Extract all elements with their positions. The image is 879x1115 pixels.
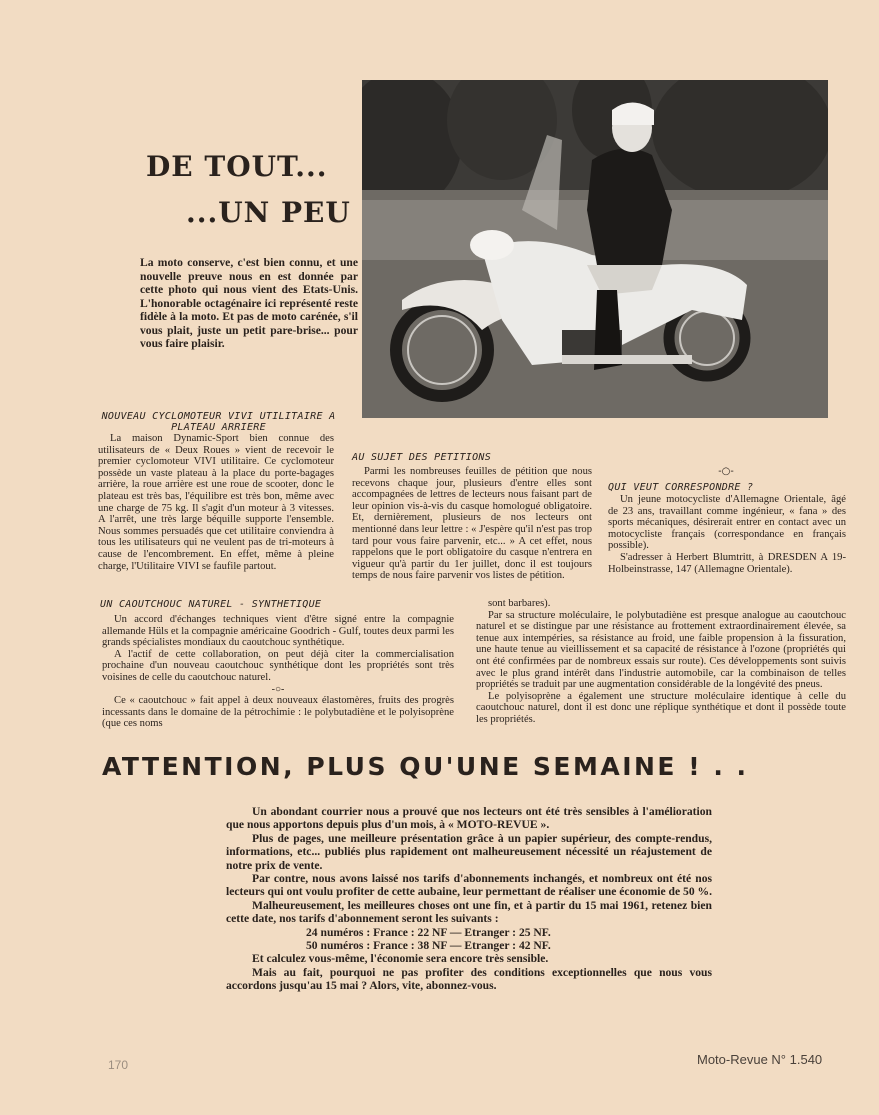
intro-caption: La moto conserve, c'est bien connu, et une nouvelle preuve nous en est donnée par cette photo qui nous vient des Etats-Unis. L'honorable octagénaire ici représenté reste fidèle à la moto. Et pas de moto carénée, s'il vous plait, juste un petit pare-brise... pour vous faire plaisir.: [140, 256, 358, 350]
separator-ornament: -○-: [271, 683, 285, 695]
page-number: 170: [108, 1058, 129, 1072]
motorcycle-photo-illustration: [362, 80, 828, 418]
article-body-correspondre: [608, 494, 846, 575]
price-line-24: 24 numéros : France : 22 NF — Etranger : 25 NF.: [306, 925, 551, 939]
separator-ornament: -○-: [718, 466, 734, 477]
notice-paragraph: Plus de pages, une meilleure présentation grâce à un papier supérieur, des compte-rendus, informations, etc... publiés plus rapidement ont malheureusement nécessité un réajustement de notre prix de vente.: [226, 831, 712, 872]
article-body-cyclomoteur: [98, 433, 334, 572]
article-paragraph: Par sa structure moléculaire, le polybutadiène est presque analogue au caoutchouc naturel et se distingue par une résistance au frottement extraordinairement élevée, sa tenue aux intempéries, sa résistance au froid, une faible propension à la fissuration, une haute tenue au vieillissement et sa capacité de résistance à l'ozone (propriétés qui ont été confirmées par de nombreux essais sur route). Ces développements sont suivis avec le plus grand intérêt dans l'industrie automobile, car la combinaison de telles propriétés se traduit par une augmentation considérable de la longévité des pneus.: [476, 609, 846, 691]
notice-paragraph: Un abondant courrier nous a prouvé que nos lecteurs ont été très sensibles à l'amélioration que nous apportons depuis plus d'un mois, à « MOTO-REVUE ».: [226, 805, 712, 832]
attention-banner: ATTENTION, PLUS QU'UNE SEMAINE ! . .: [102, 752, 749, 781]
article-paragraph: Un jeune motocycliste d'Allemagne Orientale, âgé de 23 ans, travaillant comme ingénieur, « fana » des sports mécaniques, désirerait entrer en contact avec un motocycliste français (correspondance en français possible).: [608, 494, 846, 552]
article-paragraph: Le polyisoprène a également une structure moléculaire identique à celle du caoutchouc naturel, dont il est donc une réplique synthétique et dont il possède toute les propriétés.: [476, 690, 846, 725]
publication-issue: Moto-Revue N° 1.540: [697, 1052, 823, 1067]
notice-paragraph: Et calculez vous-même, l'économie sera encore très sensible.: [252, 952, 549, 966]
article-paragraph: A l'actif de cette collaboration, on peut déjà citer la commercialisation prochaine d'un nouveau caoutchouc synthétique dont les propriétés sont très voisines de celle du caoutchouc naturel.: [102, 648, 454, 683]
notice-paragraph: Mais au fait, pourquoi ne pas profiter des conditions exceptionnelles que nous vous accordons jusqu'au 15 mai ? Alors, vite, abonnez-vous.: [226, 965, 712, 993]
article-body-caoutchouc-right: [476, 598, 846, 726]
article-body-caoutchouc-left: [102, 614, 454, 730]
page-title-line2: ...UN PEU: [186, 196, 351, 229]
article-paragraph: Un accord d'échanges techniques vient d'être signé entre la compagnie allemande Hüls et la compagnie américaine Goodrich - Gulf, toutes deux parmi les grands spécialistes mondiaux du caoutchouc synthétique.: [102, 614, 454, 649]
article-heading-caoutchouc: UN CAOUTCHOUC NATUREL - SYNTHETIQUE: [100, 599, 322, 610]
subscription-notice: [226, 805, 712, 993]
article-paragraph: sont barbares).: [488, 598, 551, 609]
article-paragraph: Parmi les nombreuses feuilles de pétition que nous recevons chaque jour, plusieurs d'entre elles sont accompagnées de lettres de lecteurs nous faisant part de leur opinion vis-à-vis du casque homologué obligatoire. Et, dernièrement, plusieurs de nos lecteurs ont mentionné dans leur lettre : « J'espère qu'il n'est pas trop tard pour vous faire parvenir, etc... » A cet effet, nous rappelons que le port obligatoire du casque n'entrera en vigueur qu'à partir du 1er juillet, donc il est toujours temps de nous faire parvenir vos listes de pétition.: [352, 466, 592, 582]
price-line-50: 50 numéros : France : 38 NF — Etranger : 42 NF.: [306, 939, 551, 953]
article-paragraph: Ce « caoutchouc » fait appel à deux nouveaux élastomères, fruits des progrès incessants dans le domaine de la pétrochimie : le polybutadiène et le polyisoprène (que ces noms: [102, 695, 454, 730]
page-title-line1: DE TOUT...: [146, 150, 328, 183]
article-heading-cyclomoteur: NOUVEAU CYCLOMOTEUR VIVI UTILITAIRE A PLATEAU ARRIERE: [101, 411, 336, 433]
article-address: S'adresser à Herbert Blumtritt, à DRESDEN A 19-Holbeinstrasse, 147 (Allemagne Orientale).: [608, 551, 846, 575]
article-heading-petitions: AU SUJET DES PETITIONS: [352, 452, 492, 463]
article-paragraph: La maison Dynamic-Sport bien connue des utilisateurs de « Deux Roues » vient de recevoir le premier cyclomoteur VIVI utilitaire. Ce cyclomoteur possède un vaste plateau à la place du porte-bagages arrière, la roue arrière est une roue de scooter, donc le plateau est très bas, l'équilibre est très bon, même avec une charge de 75 kg. Il s'agit d'un moteur à 3 vitesses. A l'arrêt, une très large béquille supporte l'ensemble. Nous sommes persuadés que cet utilitaire conviendra à tous les utilisateurs qui ne veulent pas de tri-moteurs à cause de l'encombrement. En effet, même à pleine charge, l'Utilitaire VIVI se faufile partout.: [98, 433, 334, 572]
article-heading-correspondre: QUI VEUT CORRESPONDRE ?: [608, 482, 754, 493]
notice-paragraph: Malheureusement, les meilleures choses ont une fin, et à partir du 15 mai 1961, retenez bien cette date, nos tarifs d'abonnement seront les suivants :: [226, 898, 712, 926]
article-body-petitions: [352, 466, 592, 582]
motorcycle-photo: [362, 80, 828, 418]
notice-paragraph: Par contre, nous avons laissé nos tarifs d'abonnements inchangés, et nombreux ont été nos lecteurs qui ont voulu profiter de cette aubaine, leur permettant de réaliser une économie de 50 %.: [226, 872, 713, 899]
